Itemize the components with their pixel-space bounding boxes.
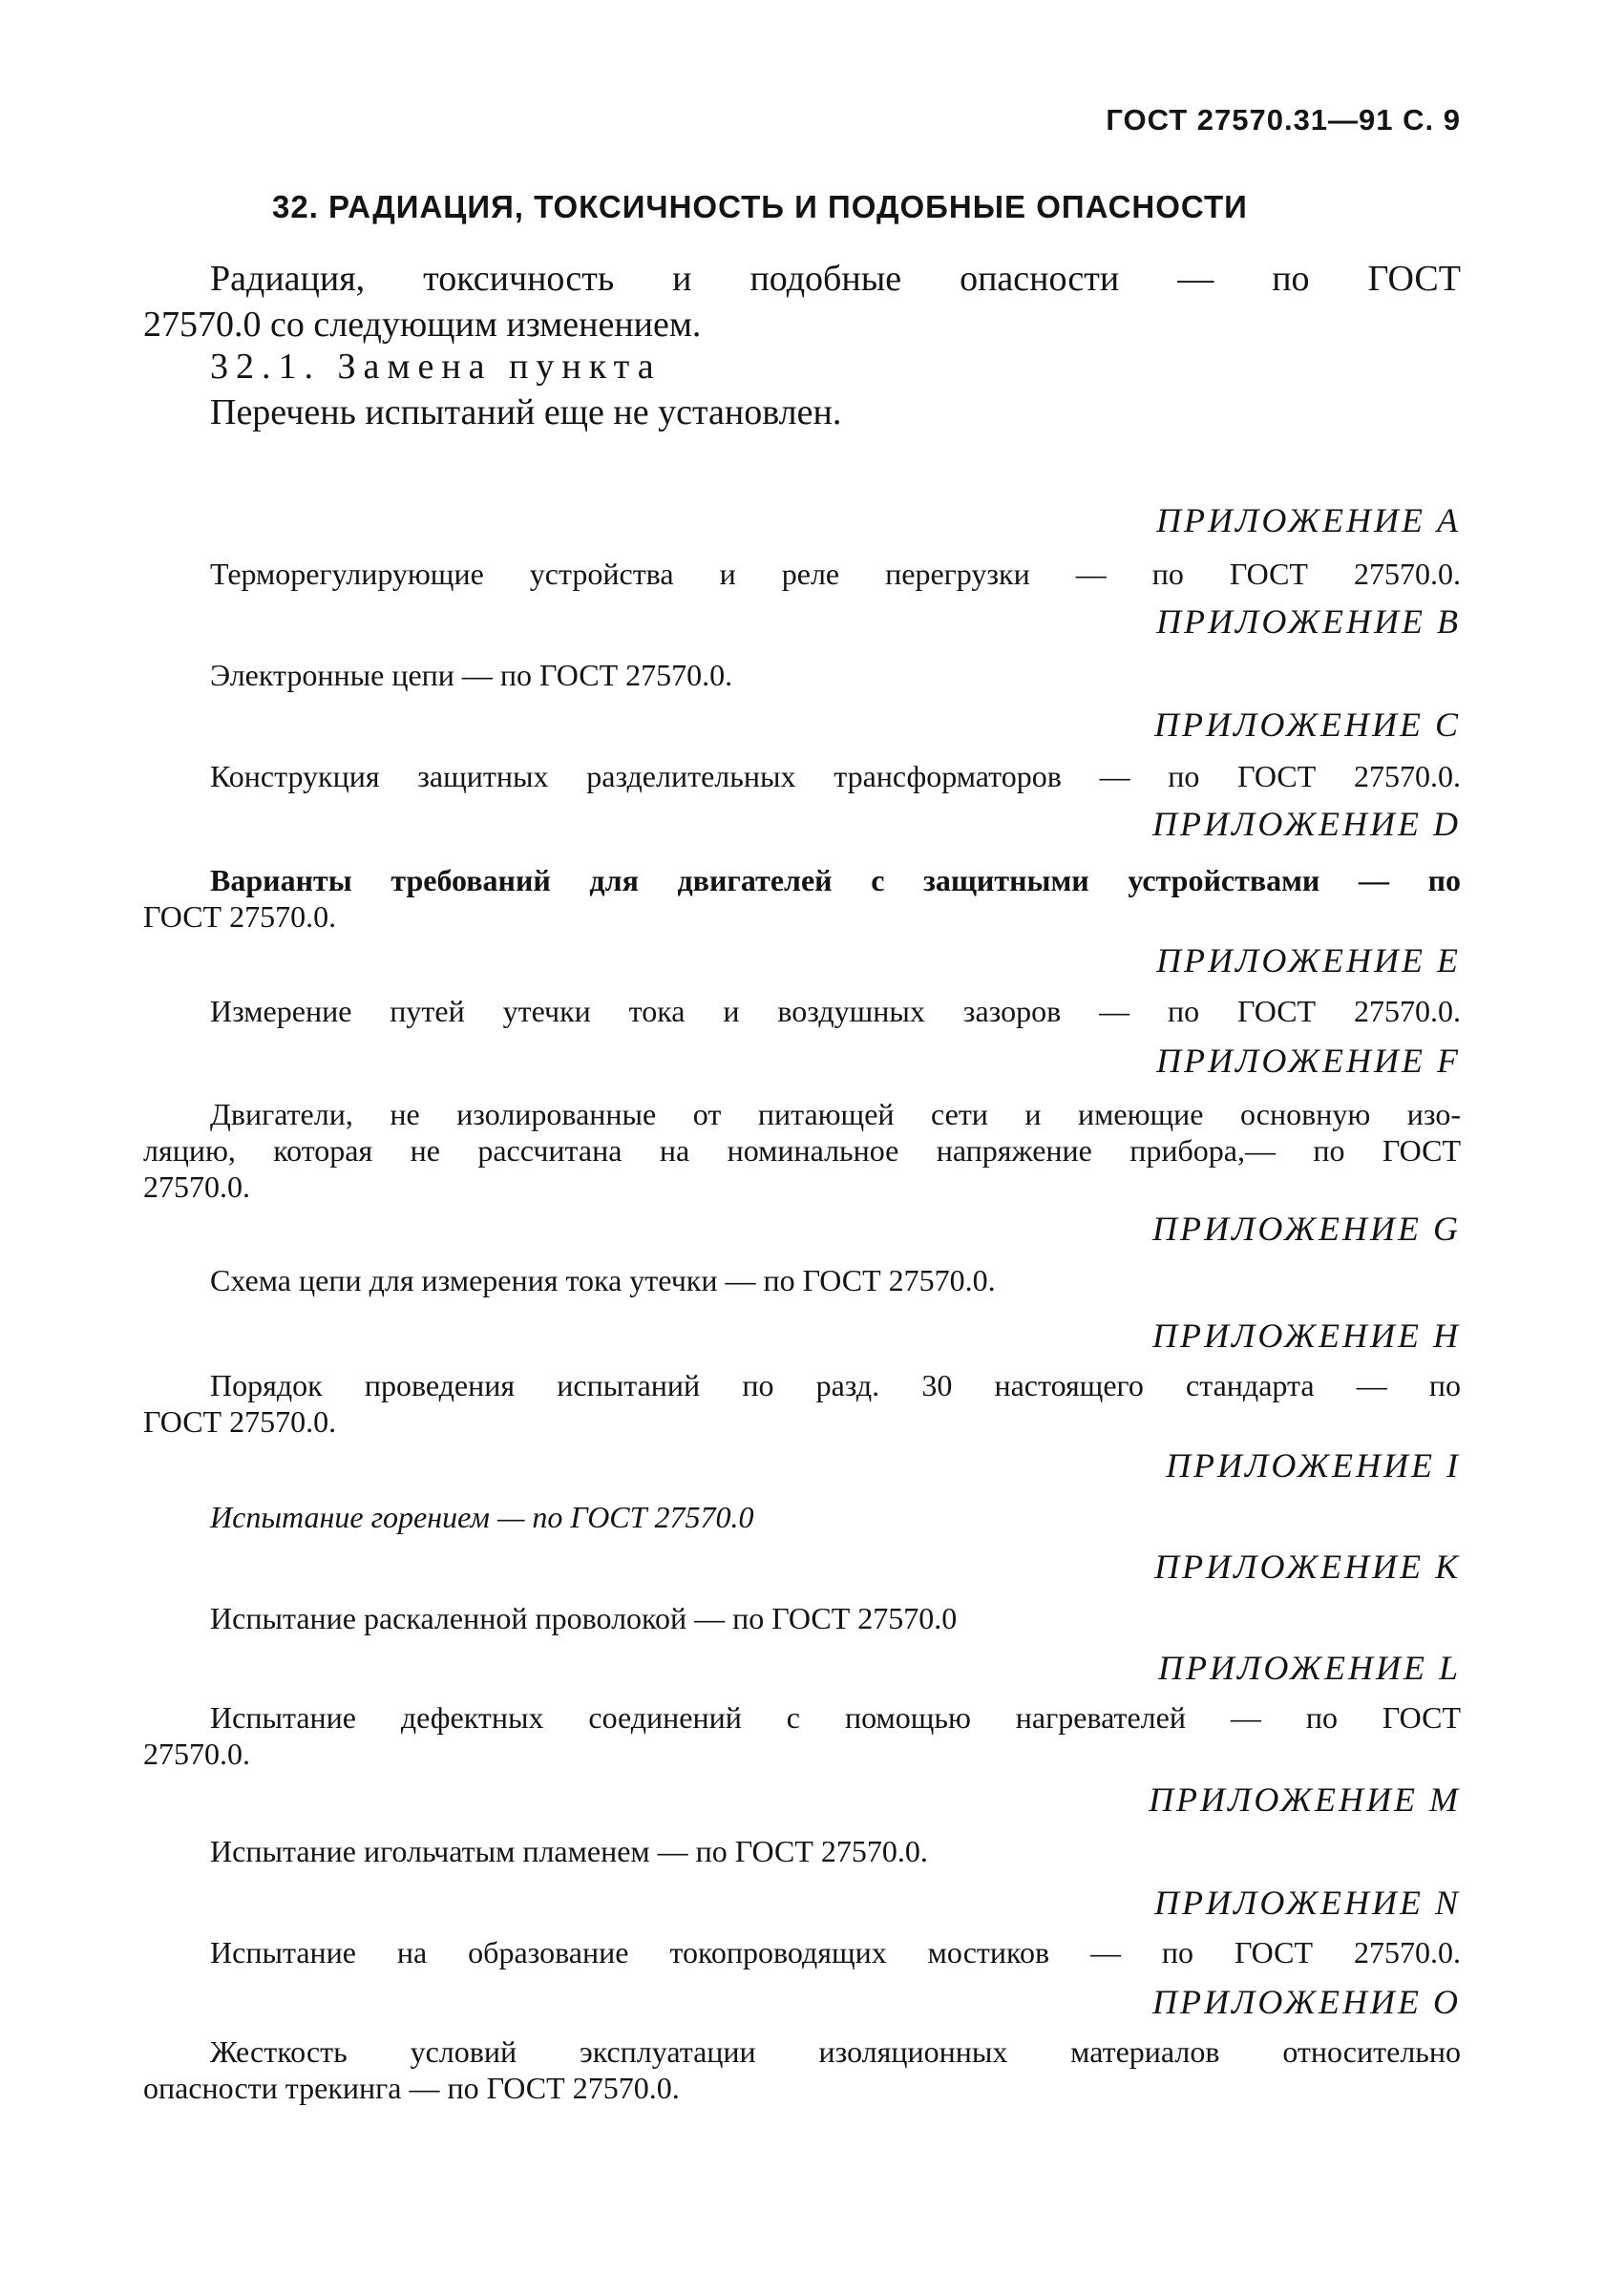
- appendix-title-d: ПРИЛОЖЕНИЕ D: [1152, 805, 1461, 843]
- appendix-title-a: ПРИЛОЖЕНИЕ А: [1156, 501, 1461, 539]
- appendix-text-line: 27570.0.: [143, 1169, 250, 1204]
- section-title: 32. РАДИАЦИЯ, ТОКСИЧНОСТЬ И ПОДОБНЫЕ ОПАСНОСТИ: [272, 189, 1248, 224]
- appendix-text-line: Испытание на образование токопроводящих мостиков — по ГОСТ 27570.0.: [210, 1935, 1461, 1970]
- appendix-text-h: [143, 1367, 1461, 1440]
- appendix-title-n: ПРИЛОЖЕНИЕ N: [1154, 1884, 1461, 1922]
- appendix-text-line: Порядок проведения испытаний по разд. 30 настоящего стандарта — по: [210, 1368, 1461, 1402]
- appendix-text-line: Испытание раскаленной проволокой — по ГОСТ 27570.0: [210, 1601, 958, 1635]
- appendix-title-k: ПРИЛОЖЕНИЕ К: [1154, 1548, 1461, 1586]
- appendix-text-k: [143, 1600, 1461, 1636]
- appendix-title-f: ПРИЛОЖЕНИЕ F: [1156, 1042, 1461, 1080]
- appendix-title-h: ПРИЛОЖЕНИЕ Н: [1152, 1317, 1461, 1355]
- appendix-text-line: Жесткость условий эксплуатации изоляционных материалов относительно: [210, 2034, 1461, 2069]
- appendix-text-line: ГОСТ 27570.0.: [143, 1404, 337, 1439]
- appendix-title-o: ПРИЛОЖЕНИЕ О: [1152, 1983, 1461, 2021]
- appendix-text-e: [143, 993, 1461, 1029]
- appendix-title-l: ПРИЛОЖЕНИЕ L: [1158, 1649, 1461, 1687]
- appendix-text-g: [143, 1262, 1461, 1298]
- appendix-text-line: опасности трекинга — по ГОСТ 27570.0.: [143, 2071, 680, 2105]
- appendix-text-b: [143, 657, 1461, 693]
- appendix-text-line: 27570.0.: [143, 1737, 250, 1771]
- appendix-text-c: [143, 758, 1461, 794]
- section-subclause: 32.1. Замена пункта: [210, 347, 662, 387]
- appendix-text-m: [143, 1833, 1461, 1869]
- appendix-text-line: Электронные цепи — по ГОСТ 27570.0.: [210, 658, 733, 692]
- appendix-title-i: ПРИЛОЖЕНИЕ I: [1166, 1446, 1461, 1485]
- appendix-text-d: [143, 862, 1461, 935]
- appendix-text-line: Измерение путей утечки тока и воздушных зазоров — по ГОСТ 27570.0.: [210, 994, 1461, 1028]
- appendix-text-a: [143, 556, 1461, 592]
- section-para1-line1: Радиация, токсичность и подобные опасности — по ГОСТ: [210, 259, 1461, 299]
- appendix-text-line: Терморегулирующие устройства и реле перегрузки — по ГОСТ 27570.0.: [210, 557, 1461, 591]
- section-para2: Перечень испытаний еще не установлен.: [210, 392, 842, 432]
- appendix-text-n: [143, 1934, 1461, 1970]
- appendix-title-c: ПРИЛОЖЕНИЕ С: [1154, 706, 1461, 744]
- appendix-text-line: Варианты требований для двигателей с защитными устройствами — по: [210, 863, 1461, 897]
- appendix-text-line: Двигатели, не изолированные от питающей сети и имеющие основную изо-: [210, 1097, 1461, 1131]
- section-para1-line2: 27570.0 со следующим изменением.: [143, 305, 702, 345]
- appendix-text-line: Испытание горением — по ГОСТ 27570.0: [210, 1500, 754, 1534]
- appendix-text-line: Конструкция защитных разделительных трансформаторов — по ГОСТ 27570.0.: [210, 759, 1461, 793]
- appendix-title-g: ПРИЛОЖЕНИЕ G: [1152, 1210, 1461, 1248]
- appendix-title-b: ПРИЛОЖЕНИЕ В: [1156, 602, 1461, 641]
- appendix-text-o: [143, 2033, 1461, 2106]
- appendix-text-line: Испытание дефектных соединений с помощью нагревателей — по ГОСТ: [210, 1700, 1461, 1735]
- appendix-text-line: Схема цепи для измерения тока утечки — по ГОСТ 27570.0.: [210, 1263, 996, 1297]
- appendix-text-l: [143, 1699, 1461, 1772]
- appendix-text-f: [143, 1096, 1461, 1205]
- appendix-text-i: [143, 1499, 1461, 1535]
- appendix-text-line: ГОСТ 27570.0.: [143, 899, 337, 934]
- page-header: ГОСТ 27570.31—91 С. 9: [1106, 103, 1461, 137]
- appendix-title-m: ПРИЛОЖЕНИЕ М: [1149, 1780, 1461, 1819]
- appendix-title-e: ПРИЛОЖЕНИЕ Е: [1156, 941, 1461, 979]
- appendix-text-line: ляцию, которая не рассчитана на номинальное напряжение прибора,— по ГОСТ: [143, 1133, 1461, 1168]
- appendix-text-line: Испытание игольчатым пламенем — по ГОСТ 27570.0.: [210, 1834, 928, 1868]
